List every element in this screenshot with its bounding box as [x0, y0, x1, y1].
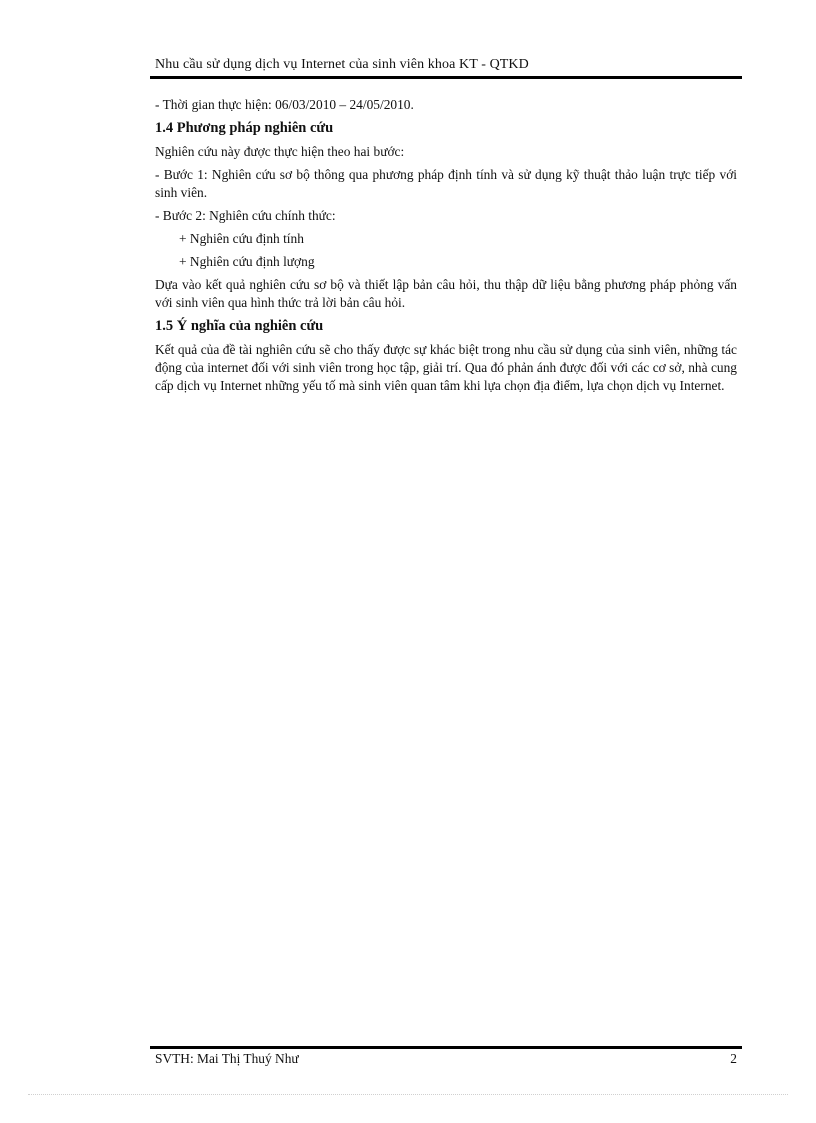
- step-2-item-quantitative: + Nghiên cứu định lượng: [179, 254, 315, 269]
- significance-paragraph: Kết quả của đề tài nghiên cứu sẽ cho thấy được sự khác biệt trong nhu cầu sử dụng của sinh viên, những tác động của internet đối với sinh viên trong học tập, giải trí. Qua đó phản ánh được đối với các cơ sở, nhà cung cấp dịch vụ Internet những yếu tố mà sinh viên quan tâm khi lựa chọn địa điểm, lựa chọn dịch vụ Internet.: [155, 342, 737, 393]
- page-header-title: Nhu cầu sử dụng dịch vụ Internet của sinh viên khoa KT - QTKD: [155, 57, 529, 72]
- method-summary: Dựa vào kết quả nghiên cứu sơ bộ và thiết lập bản câu hỏi, thu thập dữ liệu bằng phương pháp phỏng vấn với sinh viên qua hình thức trả lời bản câu hỏi.: [155, 277, 737, 310]
- method-step-1: - Bước 1: Nghiên cứu sơ bộ thông qua phương pháp định tính và sử dụng kỹ thuật thảo luận trực tiếp với sinh viên.: [155, 167, 737, 200]
- section-heading-1-4: 1.4 Phương pháp nghiên cứu: [155, 120, 334, 136]
- footer-divider: [150, 1046, 742, 1049]
- time-line: - Thời gian thực hiện: 06/03/2010 – 24/05/2010.: [155, 97, 414, 112]
- method-intro: Nghiên cứu này được thực hiện theo hai bước:: [155, 144, 405, 159]
- page-number: 2: [730, 1051, 737, 1066]
- page-bottom-boundary: [28, 1094, 788, 1095]
- section-heading-1-5: 1.5 Ý nghĩa của nghiên cứu: [155, 318, 324, 334]
- document-body: [155, 96, 737, 400]
- footer-author: SVTH: Mai Thị Thuý Như: [155, 1051, 299, 1066]
- method-step-2: - Bước 2: Nghiên cứu chính thức:: [155, 208, 336, 223]
- header-divider: [150, 76, 742, 79]
- step-2-item-qualitative: + Nghiên cứu định tính: [179, 231, 304, 246]
